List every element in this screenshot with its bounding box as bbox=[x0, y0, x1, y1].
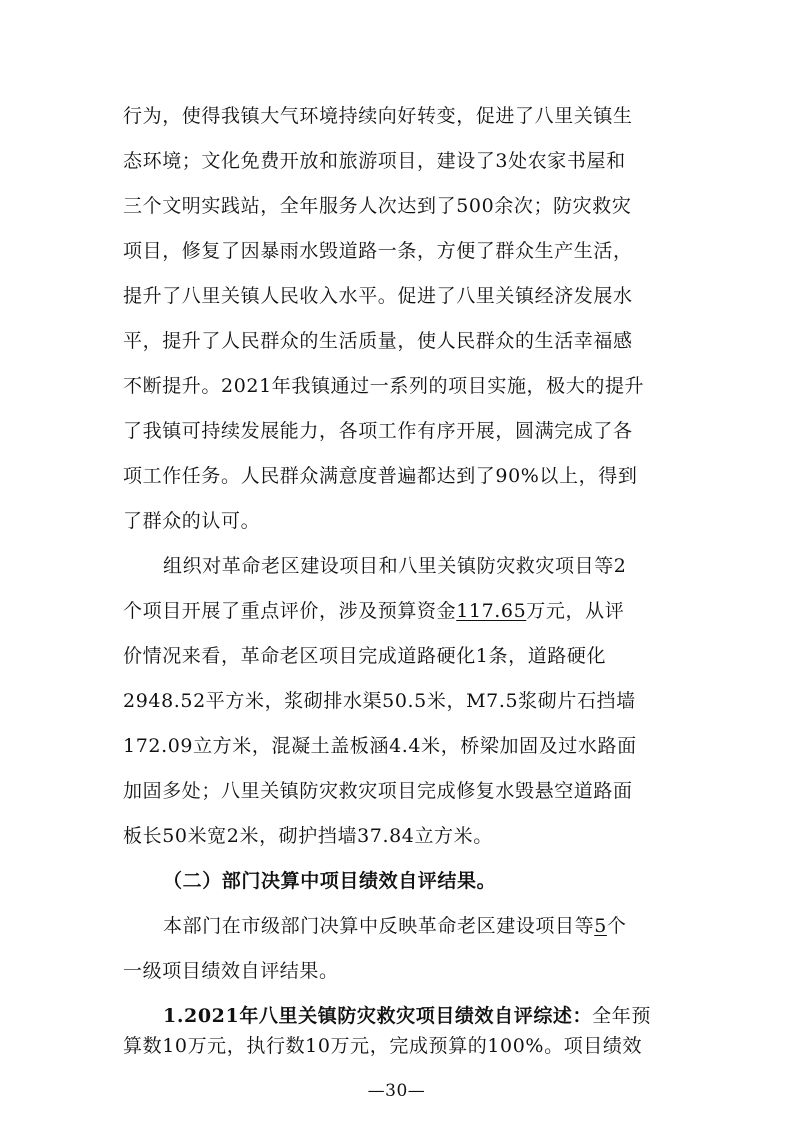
paragraph-line: 172.09立方米，混凝土盖板涵4.4米，桥梁加固及过水路面 bbox=[123, 735, 637, 757]
paragraph-line: 2948.52平方米，浆砌排水渠50.5米，M7.5浆砌片石挡墙 bbox=[123, 690, 636, 712]
text-segment: 万元，从评 bbox=[526, 600, 625, 622]
section-heading: （二）部门决算中项目绩效自评结果。 bbox=[163, 870, 497, 892]
paragraph-line bbox=[163, 914, 723, 938]
text-segment: 本部门在市级部门决算中反映革命老区建设项目等 bbox=[163, 915, 595, 937]
paragraph-line: 不断提升。2021年我镇通过一系列的项目实施，极大的提升 bbox=[123, 375, 645, 397]
paragraph-line: 行为，使得我镇大气环境持续向好转变，促进了八里关镇生 bbox=[123, 105, 633, 127]
paragraph-line bbox=[123, 599, 683, 623]
subsection-heading: 1.2021年八里关镇防灾救灾项目绩效自评综述： bbox=[163, 1005, 593, 1027]
text-segment: 个 bbox=[606, 915, 627, 937]
paragraph-line: 板长50米宽2米，砌护挡墙37.84立方米。 bbox=[123, 825, 493, 847]
paragraph-line: 平，提升了人民群众的生活质量，使人民群众的生活幸福感 bbox=[123, 330, 633, 352]
paragraph-line: 一级项目绩效自评结果。 bbox=[123, 960, 339, 982]
paragraph-line: 三个文明实践站，全年服务人次达到了500余次；防灾救灾 bbox=[123, 195, 632, 217]
paragraph-line: 项目，修复了因暴雨水毁道路一条，方便了群众生产生活， bbox=[123, 240, 633, 262]
underlined-project-count: 5 bbox=[594, 915, 607, 937]
paragraph-line: 价情况来看，革命老区项目完成道路硬化1条，道路硬化 bbox=[123, 645, 607, 667]
paragraph-line: 算数10万元，执行数10万元，完成预算的100%。项目绩效 bbox=[123, 1035, 643, 1057]
paragraph-line: 了群众的认可。 bbox=[123, 510, 261, 532]
text-segment: 全年预 bbox=[592, 1005, 651, 1027]
paragraph-line: 项工作任务。人民群众满意度普遍都达到了90%以上，得到 bbox=[123, 465, 638, 487]
page-number: —30— bbox=[367, 1081, 426, 1101]
paragraph-line: 了我镇可持续发展能力，各项工作有序开展，圆满完成了各 bbox=[123, 420, 633, 442]
paragraph-line bbox=[163, 1004, 723, 1028]
paragraph-line: 态环境；文化免费开放和旅游项目，建设了3处农家书屋和 bbox=[123, 150, 626, 172]
text-segment: 个项目开展了重点评价，涉及预算资金 bbox=[123, 600, 457, 622]
underlined-budget-amount: 117.65 bbox=[456, 600, 527, 622]
paragraph-line: 组织对革命老区建设项目和八里关镇防灾救灾项目等2 bbox=[163, 555, 627, 577]
paragraph-line: 提升了八里关镇人民收入水平。促进了八里关镇经济发展水 bbox=[123, 285, 633, 307]
paragraph-line: 加固多处；八里关镇防灾救灾项目完成修复水毁悬空道路面 bbox=[123, 780, 633, 802]
